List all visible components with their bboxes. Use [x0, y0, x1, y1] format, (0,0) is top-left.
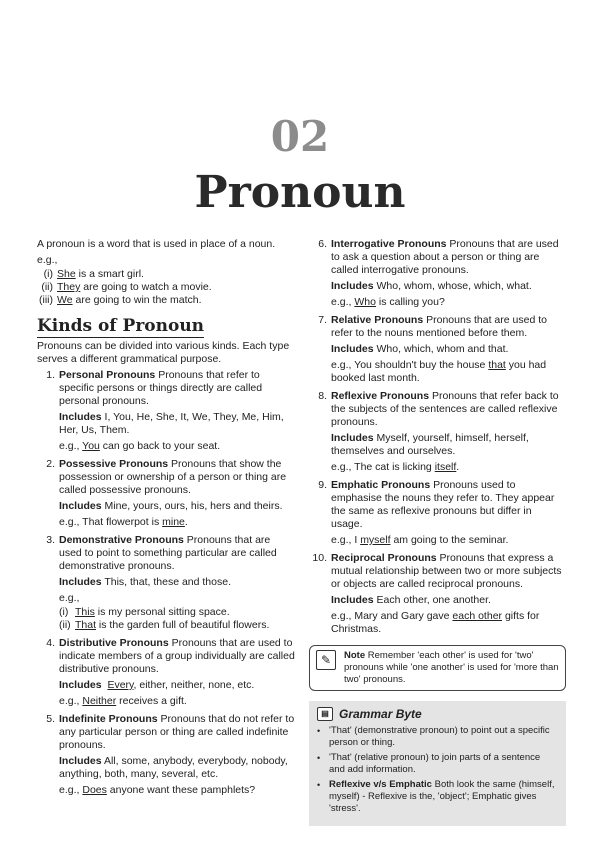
pronoun-kind-demonstrative: 3. Demonstrative Pronouns Pronouns that are used to point to something particular are called demonstrative pronouns. Includes This, that, these and those. e.g., (i) This is my personal sitting space. (ii) That is the garden full of beautiful flowers.: [46, 534, 277, 631]
grammar-byte-title: Grammar Byte: [339, 707, 422, 721]
pronoun-kind-reciprocal: 10. Reciprocal Pronouns Pronouns that express a mutual relationship between two or more subjects or objects are called reciprocal pronouns. Includes Each other, one another. e.g., Mary and Gary gave each other gifts for Christmas.: [312, 552, 562, 635]
chapter-title: Pronoun: [194, 167, 406, 218]
kinds-intro: Pronouns can be divided into various kinds. Each type serves a different grammatical purpose.: [37, 340, 290, 365]
pronoun-definition: A pronoun is a word that is used in place of a noun.: [37, 238, 276, 250]
left-column: [37, 238, 295, 800]
pronoun-kind-distributive: 4. Distributive Pronouns Pronouns that are used to indicate members of a group individually are called distributive pronouns. Includes Every, either, neither, none, etc. e.g., Neither receives a gift.: [46, 637, 295, 707]
intro-example: (i) She is a smart girl.: [43, 268, 144, 280]
kinds-heading: Kinds of Pronoun: [37, 316, 205, 336]
eg-label: e.g.,: [37, 254, 58, 266]
pronoun-kind-interrogative: 6. Interrogative Pronouns Pronouns that are used to ask a question about a person or thing are called interrogative pronouns. Includes Who, whom, whose, which, what. e.g., Who is calling you?: [318, 238, 559, 308]
chapter-number: 02: [270, 112, 330, 161]
intro-example: (ii) They are going to watch a movie.: [41, 281, 212, 293]
pronoun-kind-reflexive: 8. Reflexive Pronouns Pronouns that refer back to the subjects of the sentences are called reflexive pronouns. Includes Myself, yourself, himself, herself, themselves and ourselves. e.g., The cat is licking itself.: [318, 390, 559, 473]
bullet-icon: •: [317, 726, 321, 736]
book-icon: ▤: [317, 707, 333, 721]
intro-example: (iii) We are going to win the match.: [39, 294, 202, 306]
right-column: [309, 238, 566, 826]
pencil-note-icon: ✎: [316, 650, 336, 670]
pronoun-kind-indefinite: 5. Indefinite Pronouns Pronouns that do not refer to any particular person or thing are called indefinite pronouns. Includes All, some, anybody, everybody, nobody, anything, both, many, several, etc. e.g., Does anyone want these pamphlets?: [46, 713, 295, 796]
intro-examples: [37, 268, 295, 307]
grammar-byte-box: [309, 701, 566, 826]
note-text: Remember 'each other' is used for 'two' pronouns while 'one another' is used for 'more than two' pronouns.: [344, 650, 559, 685]
note-label: Note: [344, 650, 366, 661]
bullet-icon: •: [317, 753, 321, 763]
list-item: • 'That' (demonstrative pronoun) to point out a specific person or thing.: [317, 725, 550, 748]
pronoun-kind-possessive: 2. Possessive Pronouns Pronouns that show the possession or ownership of a person or thing are called possessive pronouns. Includes Mine, yours, ours, his, hers and theirs. e.g., That flowerpot is mine.: [46, 458, 287, 528]
pronoun-kind-personal: 1. Personal Pronouns Pronouns that refer to specific persons or things directly are called personal pronouns. Includes I, You, He, She, It, We, They, Me, Him, Her, Us, Them. e.g., You can go back to your seat.: [46, 369, 284, 452]
bullet-icon: •: [317, 780, 321, 790]
list-item: • 'That' (relative pronoun) to join parts of a sentence and add information.: [317, 752, 541, 775]
pronoun-kind-relative: 7. Relative Pronouns Pronouns that are used to refer to the nouns mentioned before them. Includes Who, which, whom and that. e.g., You shouldn't buy the house that you had booked last month.: [318, 314, 547, 384]
grammar-byte-list: [317, 725, 558, 815]
pronoun-kind-emphatic: 9. Emphatic Pronouns Pronouns used to emphasise the nouns they refer to. They appear the same as reflexive pronouns but differ in usage. e.g., I myself am going to the seminar.: [318, 479, 555, 546]
list-item: • Reflexive v/s Emphatic Both look the same (himself, myself) - Reflexive is the, 'object'; Emphatic gives 'stress'.: [317, 779, 555, 814]
note-box: [309, 645, 566, 691]
